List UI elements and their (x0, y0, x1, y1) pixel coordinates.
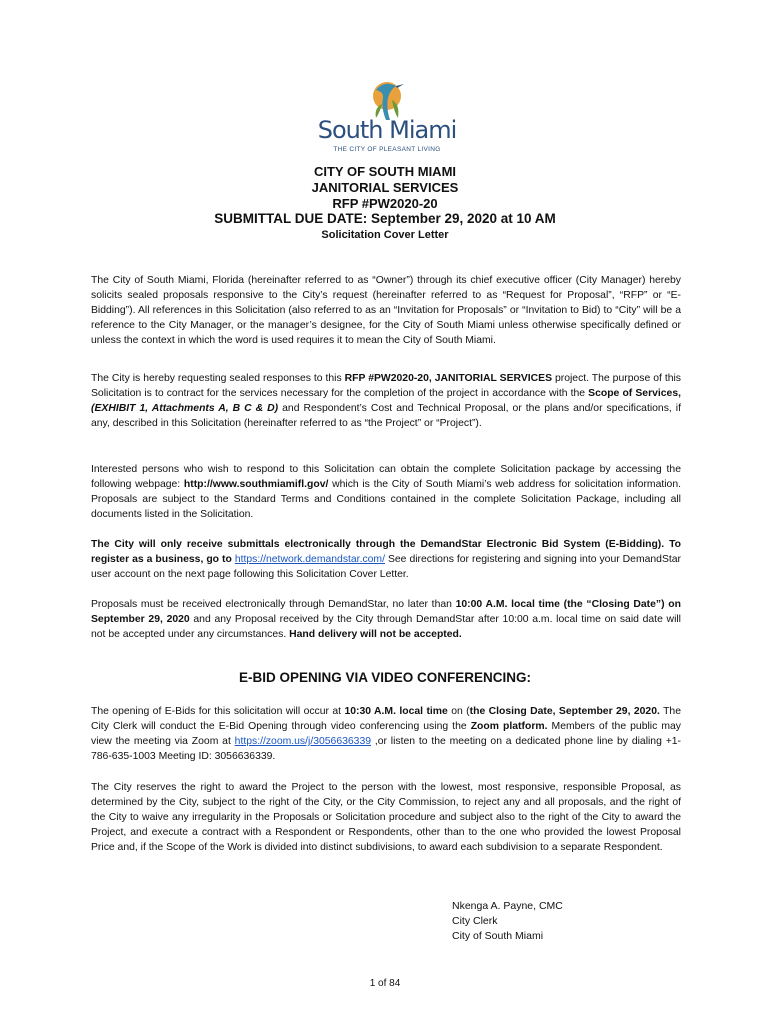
p3-text-2: which is the City of South Miami’s web address for solicitation information. Proposals are subject to the Standard Terms and Conditions contained in the complete Solicitation Package, including all documents listed in the Solicitation. (91, 479, 681, 520)
header-subtitle: Solicitation Cover Letter (321, 229, 449, 241)
p6-text-4: Members of the public may view the meeting via Zoom at (91, 721, 681, 747)
p2-exhibit: (EXHIBIT 1, Attachments A, B C & D) (91, 403, 279, 414)
header-due-date: SUBMITTAL DUE DATE: September 29, 2020 at 10 AM (214, 211, 556, 226)
header-service: JANITORIAL SERVICES (311, 180, 459, 195)
p2-text-3: and Respondent’s Cost and Technical Proposal, or the plans and/or specifications, if any, described in this Solicitation (hereinafter referred to as “the Project” or “Project”). (91, 403, 681, 429)
p2-rfp-title: RFP #PW2020-20, JANITORIAL SERVICES (344, 373, 552, 384)
p6-text-1: The opening of E-Bids for this solicitation will occur at (91, 706, 345, 717)
city-logo (312, 78, 462, 162)
signature-org: City of South Miami (452, 930, 544, 942)
paragraph-deadline (91, 597, 681, 642)
p5-text-2: and any Proposal received by the City through DemandStar after 10:00 a.m. local time on said date will not be accepted under any circumstances. (91, 614, 681, 640)
p2-text-2: project. The purpose of this Solicitation is to contract for the services necessary for the completion of the project in accordance with the (91, 373, 681, 399)
p6-text-5: ,or listen to the meeting on a dedicated phone line by dialing +1-786-635-1003 Meeting ID: 3056636339. (91, 736, 681, 762)
p2-text-1: The City is hereby requesting sealed responses to this (91, 373, 345, 384)
p4-bold-text: The City will only receive submittals electronically through the DemandStar Electronic Bid System (E-Bidding). To register as a business, go to (91, 539, 681, 565)
header-city: CITY OF SOUTH MIAMI (313, 164, 457, 179)
p6-text-3: The City Clerk will conduct the E-Bid Opening through video conferencing using the (91, 706, 681, 732)
paragraph-ebid-opening (91, 704, 681, 764)
logo-wordmark: South Miami (317, 116, 457, 144)
signature-name: Nkenga A. Payne, CMC (452, 900, 563, 912)
signature-title: City Clerk (452, 915, 498, 927)
section-title-ebid-opening: E-BID OPENING VIA VIDEO CONFERENCING: (238, 670, 532, 685)
paragraph-reservation-text: The City reserves the right to award the Project to the person with the lowest, most responsive, responsible Proposal, as determined by the City, subject to the right of the City, or the City Commission, to reject any and all proposals, and the right of the City to waive any irregularity in the Proposals or Solicitation procedure and subject also to the right of the City to award the Project, and execute a contract with a Respondent or Respondents, other than to the one who provided the lowest Proposal Price and, if the Scope of the Work is divided into distinct subdivisions, to award each subdivision to a separate Respondent. (91, 782, 681, 853)
p5-text-1: Proposals must be received electronically through DemandStar, no later than (91, 599, 456, 610)
p3-website[interactable]: http://www.southmiamifl.gov/ (183, 479, 329, 490)
demandstar-link[interactable]: https://network.demandstar.com/ (234, 554, 385, 565)
paragraph-webpage (91, 462, 681, 522)
zoom-link[interactable]: https://zoom.us/j/3056636339 (234, 736, 371, 747)
p6-text-2: on ( (447, 706, 470, 717)
paragraph-demandstar (91, 537, 681, 582)
p5-closing-date: 10:00 A.M. local time (the “Closing Date”) on September 29, 2020 (91, 599, 681, 625)
p6-date: the Closing Date, September 29, 2020. (469, 706, 660, 717)
p3-text-1: Interested persons who wish to respond to this Solicitation can obtain the complete Solicitation package by accessing the following webpage: (91, 464, 681, 490)
p4-text-1: See directions for registering and signing into your DemandStar user account on the next page following this Solicitation Cover Letter. (91, 554, 682, 580)
paragraph-request (91, 371, 681, 431)
paragraph-intro-text: The City of South Miami, Florida (hereinafter referred to as “Owner”) through its chief executive officer (City Manager) hereby solicits sealed proposals responsive to the City’s request (hereinafter referred to as “Request for Proposal”, “RFP” or “E-Bidding”). All references in this Solicitation (also referred to as an “Invitation for Proposals” or “Invitation to Bid) to “City” will be a reference to the City Manager, or the manager’s designee, for the City of South Miami unless otherwise specifically defined or unless the context in which the word is used requires it to mean the City of South Miami. (91, 275, 681, 346)
p5-hand-delivery: Hand delivery will not be accepted. (289, 629, 462, 640)
p6-zoom: Zoom platform. (470, 721, 548, 732)
paragraph-reservation (91, 780, 681, 855)
logo-tagline: THE CITY OF PLEASANT LIVING (333, 146, 441, 153)
paragraph-intro (91, 273, 681, 348)
p2-scope: Scope of Services, (588, 388, 681, 399)
header-rfp-number: RFP #PW2020-20 (332, 196, 438, 211)
page-number: 1 of 84 (369, 978, 401, 989)
p6-time: 10:30 A.M. local time (344, 706, 448, 717)
